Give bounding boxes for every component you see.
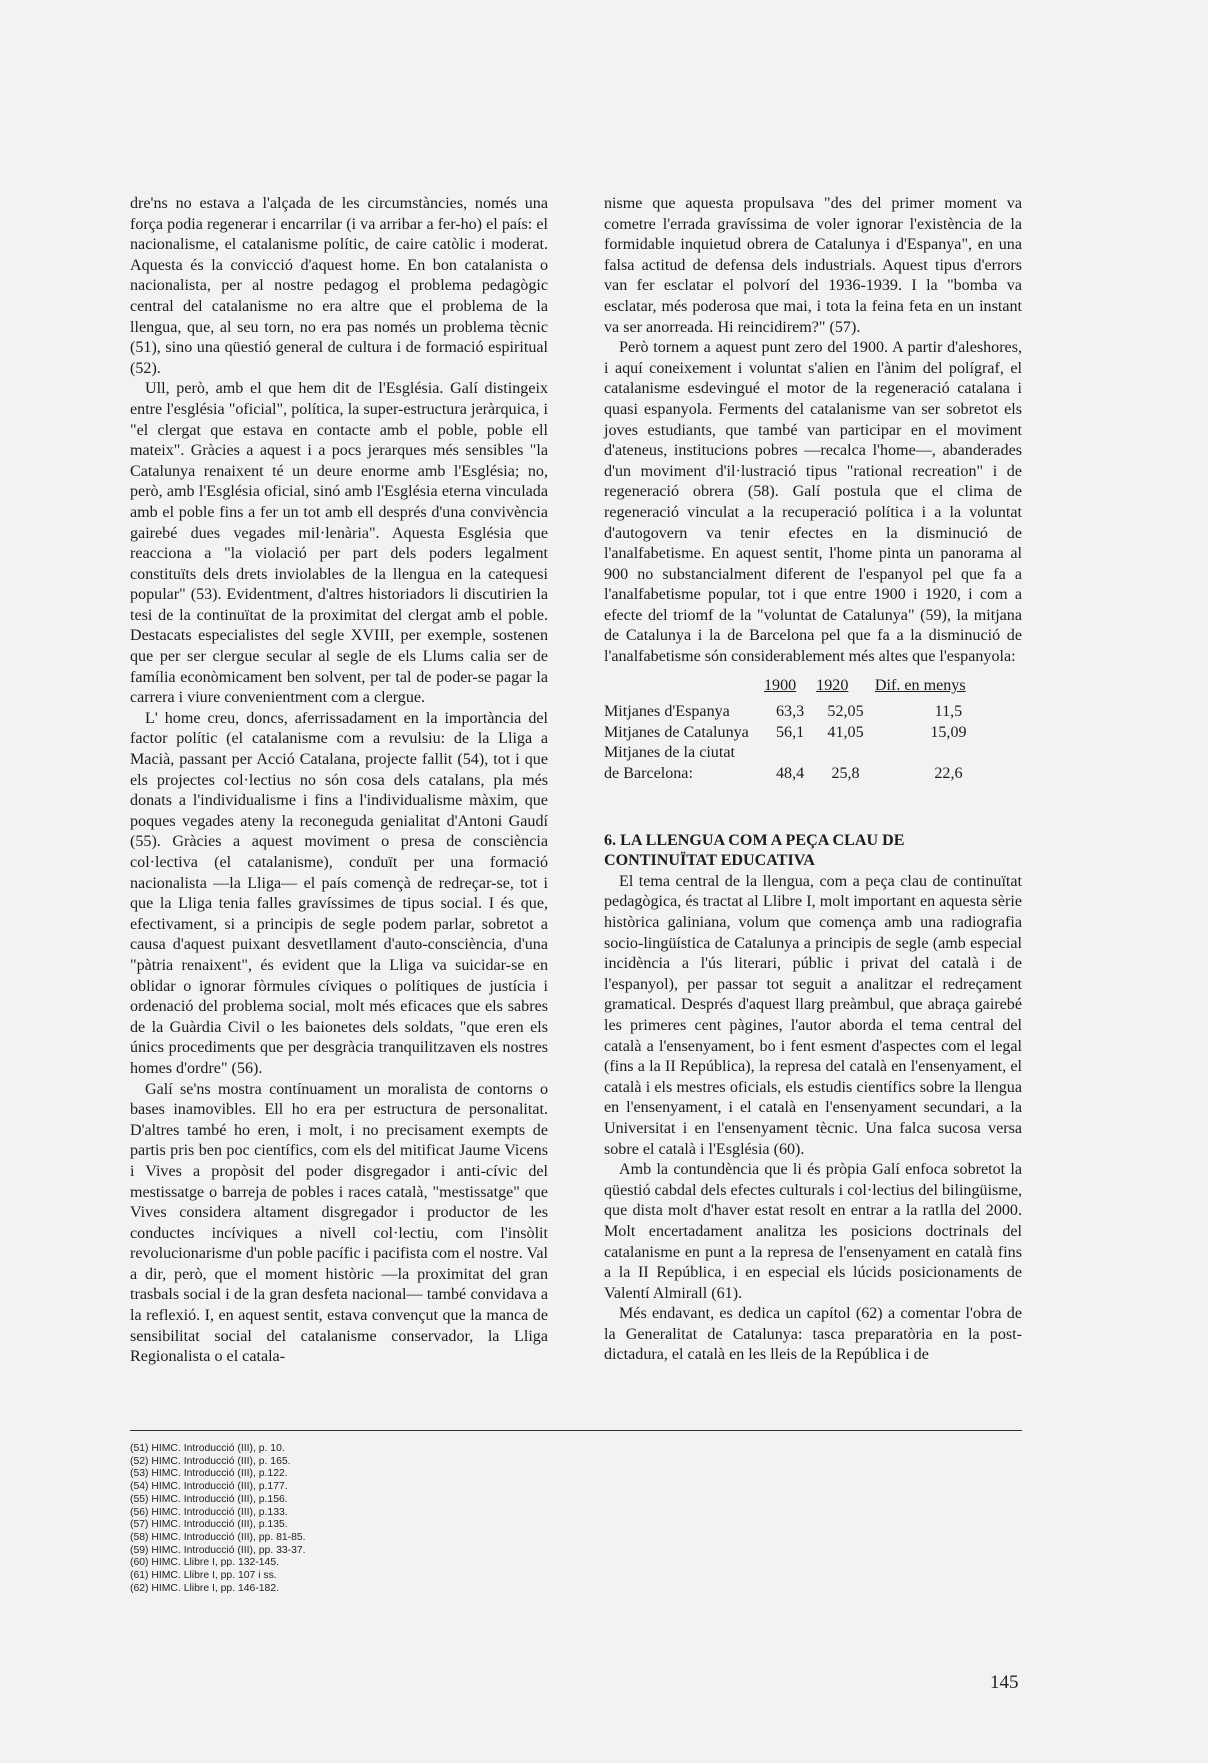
footnote: (55) HIMC. Introducció (III), p.156.	[130, 1493, 288, 1505]
table-cell: 52,05	[827, 703, 864, 721]
paragraph: Amb la contundència que li és pròpia Galí enfoca sobretot la qüestió cabdal dels efectes culturals i col·lectius del bilingüisme, que dista molt d'haver estat resolt en entrar a la ratlla del 2000. Molt encertadament analitza les posicions doctrinals del catalanisme en punt a la represa de l'ensenyament en català fins a la II República, i en especial els lúcids posicionaments de Valentí Almirall (61).	[604, 1161, 1022, 1302]
paragraph: nisme que aquesta propulsava "des del primer moment va cometre l'errada gravíssima de voler ignorar l'existència de la formidable inquietud obrera de Catalunya i d'Espanya", en una falsa actitud de defensa dels industrials. Aquest tipus d'errors van fer esclatar el polvorí del 1936-1939. I la "bomba va esclatar, més poderosa que mai, i tota la feina feta en un instant va ser anorreada. Hi reincidirem?" (57).	[604, 195, 1022, 336]
table-cell	[875, 743, 1022, 764]
paragraph: Ull, però, amb el que hem dit de l'Església. Galí distingeix entre l'església "oficial", política, la super-estructura jeràrquica, i "el clergat que estava en contacte amb el poble, poble ell mateix". Gràcies a aquest i a pocs jerarques més sensibles "la Catalunya renaixent té un deure enorme amb l'Església; no, però, amb l'Església oficial, sinó amb l'Església eterna vinculada amb el poble fins a fer un tot amb ell després d'una convivència gairebé dues vegades mil·lenària". Aquesta Església que reacciona a "la violació per part dels poders legalment constituïts dels drets inviolables de la llengua en la catequesi popular" (53). Evidentment, d'altres historiadors li discutirien la tesi de la continuïtat de la proximitat del clergat amb el poble. Destacats especialistes del segle XVIII, per exemple, sostenen que per ser clergue secular al segle de els Llums calia ser de família econòmicament ben solvent, per tal de poder-se pagar la carrera i viure convenientment com a clergue.	[130, 380, 548, 707]
footnote: (58) HIMC. Introducció (III), pp. 81-85.	[130, 1531, 306, 1543]
left-text-column	[130, 194, 548, 1368]
table-cell: 15,09	[930, 723, 967, 741]
table-header: 1900	[764, 676, 797, 694]
table-header-row	[604, 676, 1022, 703]
table-cell: Mitjanes d'Espanya	[604, 703, 730, 721]
footnote-divider	[130, 1430, 1022, 1431]
paragraph: L' home creu, doncs, aferrissadament en la importància del factor polític (el catalanisme com a revulsiu: de la Lliga a Macià, passant per Acció Catalana, projecte fallit (54), tot i que els projectes col·lectius no són cosa dels catalans, pla més donats a l'individualisme i fins a l'individualisme màxim, que poques vegades ateny la reconeguda genialitat d'Antoni Gaudí (55). Gràcies a aquest moviment o presa de consciència col·lectiva (el catalanisme), conduït per una formació nacionalista —la Lliga— el país començà de redreçar-se, tot i que la Lliga tenia falles gravíssimes de tipus social. I és que, efectivament, si a principis de segle podem parlar, sobretot a causa d'aquest puixant desvetllament d'auto-consciència, d'una "pàtria renaixent", és evident que la Lliga va suicidar-se en oblidar o ignorar fòrmules cíviques o polítiques de justícia i ordenació del problema social, molt més eficaces que els sabres de la Guàrdia Civil o les baionetes dels soldats, "que eren els únics procediments que per desgràcia tranquilitzaven els nostres homes d'ordre" (56).	[130, 709, 548, 1077]
paragraph: dre'ns no estava a l'alçada de les circumstàncies, només una força podia regenerar i encarrilar (i va arribar a fer-ho) el país: el nacionalisme, el catalanisme polític, de caire catòlic i moderat. Aquesta és la convicció d'aquest home. En bon catalanista o nacionalista, per al nostre pedagog el problema pedagògic central del catalanisme no era altre que el problema de la llengua, que, al seu torn, no era pas només un problema tècnic (51), sino una qüestió general de cultura i de formació espiritual (52).	[130, 195, 548, 377]
section-heading	[604, 831, 1022, 872]
footnote: (57) HIMC. Introducció (III), p.135.	[130, 1519, 288, 1531]
table-cell: 48,4	[776, 765, 805, 783]
footnote: (59) HIMC. Introducció (III), pp. 33-37.	[130, 1544, 306, 1556]
footnote: (52) HIMC. Introducció (III), p. 165.	[130, 1455, 291, 1467]
footnote: (61) HIMC. Llibre I, pp. 107 i ss.	[130, 1570, 277, 1582]
table-cell: 25,8	[831, 765, 860, 783]
table-cell: de Barcelona:	[604, 765, 693, 783]
table-header	[604, 676, 764, 703]
illiteracy-averages-table	[604, 676, 1022, 785]
page-number: 145	[990, 1672, 1019, 1693]
table-cell: 63,3	[776, 703, 805, 721]
paragraph: Galí se'ns mostra contínuament un moralista de contorns o bases inamovibles. Ell ho era per estructura de personalitat. D'altres també ho eren, i molt, i no precisament exempts de partis pris ben poc científics, com els del mitificat Jaume Vicens i Vives a propòsit del poder disgregador i anti-cívic del mestissatge o barreja de pobles i races català, "mestissatge" que Vives considera altament disgregador i productor de les conductes incíviques a nivell col·lectiu, com l'insòlit revolucionarisme d'un poble pacífic i pacifista com el nostre. Val a dir, però, que el moment històric —la proximitat del gran trasbals social i de la gran desfeta nacional— també convidava a la reflexió. I, en aquest sentit, estava convençut que la manca de sensibilitat social del catalanisme conservador, la Lliga Regionalista o el catala-	[130, 1080, 548, 1366]
table-cell: 11,5	[934, 703, 963, 721]
paragraph: Més endavant, es dedica un capítol (62) a comentar l'obra de la Generalitat de Catalunya: tasca preparatòria en la post-dictadura, el català en les lleis de la República i de	[604, 1305, 1022, 1364]
footnote: (62) HIMC. Llibre I, pp. 146-182.	[130, 1582, 280, 1594]
footnotes	[130, 1443, 306, 1595]
footnote: (56) HIMC. Introducció (III), p.133.	[130, 1506, 288, 1518]
table-cell: Mitjanes de Catalunya	[604, 723, 749, 741]
footnote: (53) HIMC. Introducció (III), p.122.	[130, 1468, 288, 1480]
table-row	[604, 764, 1022, 785]
footnote: (60) HIMC. Llibre I, pp. 132-145.	[130, 1557, 280, 1569]
table-header: 1920	[816, 676, 849, 694]
table-cell: 41,05	[827, 723, 864, 741]
table-cell: Mitjanes de la ciutat	[604, 744, 735, 762]
table-cell: 56,1	[776, 723, 805, 741]
paragraph: El tema central de la llengua, com a peça clau de continuïtat pedagògica, és tractat al Llibre I, molt important en aquesta sèrie històrica galiniana, volum que comença amb una radiografia socio-lingüística de Catalunya a principis de segle (amb especial incidència a l'ús literari, públic i privat del català i de l'espanyol), per passar tot seguit a analitzar el redreçament gramatical. Després d'aquest llarg preàmbul, que abraça gairebé les primeres cent pàgines, l'autor aborda el tema central del català a l'ensenyament, bo i fent esment d'aspectes com el legal (fins a la II República), la represa del català en l'ensenyament, el català i els mestres oficials, els estudis científics sobre la llengua en l'ensenyament, i el català en l'ensenyament secundari, a la Universitat i en l'ensenyament tècnic. Una falca sucosa versa sobre el català i l'Església (60).	[604, 872, 1022, 1158]
table-cell	[764, 743, 816, 764]
right-text-column	[604, 194, 1022, 1366]
section-heading-line: 6. LA LLENGUA COM A PEÇA CLAU DE	[604, 831, 905, 849]
table-row	[604, 743, 1022, 764]
footnote: (51) HIMC. Introducció (III), p. 10.	[130, 1443, 285, 1454]
table-cell	[816, 743, 875, 764]
paragraph: Però tornem a aquest punt zero del 1900. A partir d'aleshores, i aquí coneixement i voluntat s'alien en l'ànim del polígraf, el catalanisme esdevingué el motor de la regeneració catalana i quasi espanyola. Ferments del catalanisme van ser sobretot els joves estudiants, que també van participar en el moviment d'ateneus, institucions pobres —recalca l'home—, abanderades d'un moviment d'il·lustració tipus "rational recreation" i de regeneració obrera (58). Galí postula que el clima de regeneració vinculat a la recuperació política i a la voluntat d'autogovern va tenir efectes en la disminució de l'analfabetisme. En aquest sentit, l'home pinta un panorama al 900 no substancialment diferent de l'espanyol pel que fa a l'analfabetisme popular, tot i que entre 1900 i 1920, i com a efecte del triomf de la "voluntat de Catalunya" (59), la mitjana de Catalunya i la de Barcelona pel que fa a la disminució de l'analfabetisme són considerablement més altes que l'espanyola:	[604, 339, 1022, 666]
footnote: (54) HIMC. Introducció (III), p.177.	[130, 1481, 288, 1493]
table-row	[604, 723, 1022, 744]
table-row	[604, 702, 1022, 723]
table-cell: 22,6	[934, 765, 963, 783]
section-heading-line: CONTINUÏTAT EDUCATIVA	[604, 852, 815, 870]
table-header: Dif. en menys	[874, 676, 966, 694]
